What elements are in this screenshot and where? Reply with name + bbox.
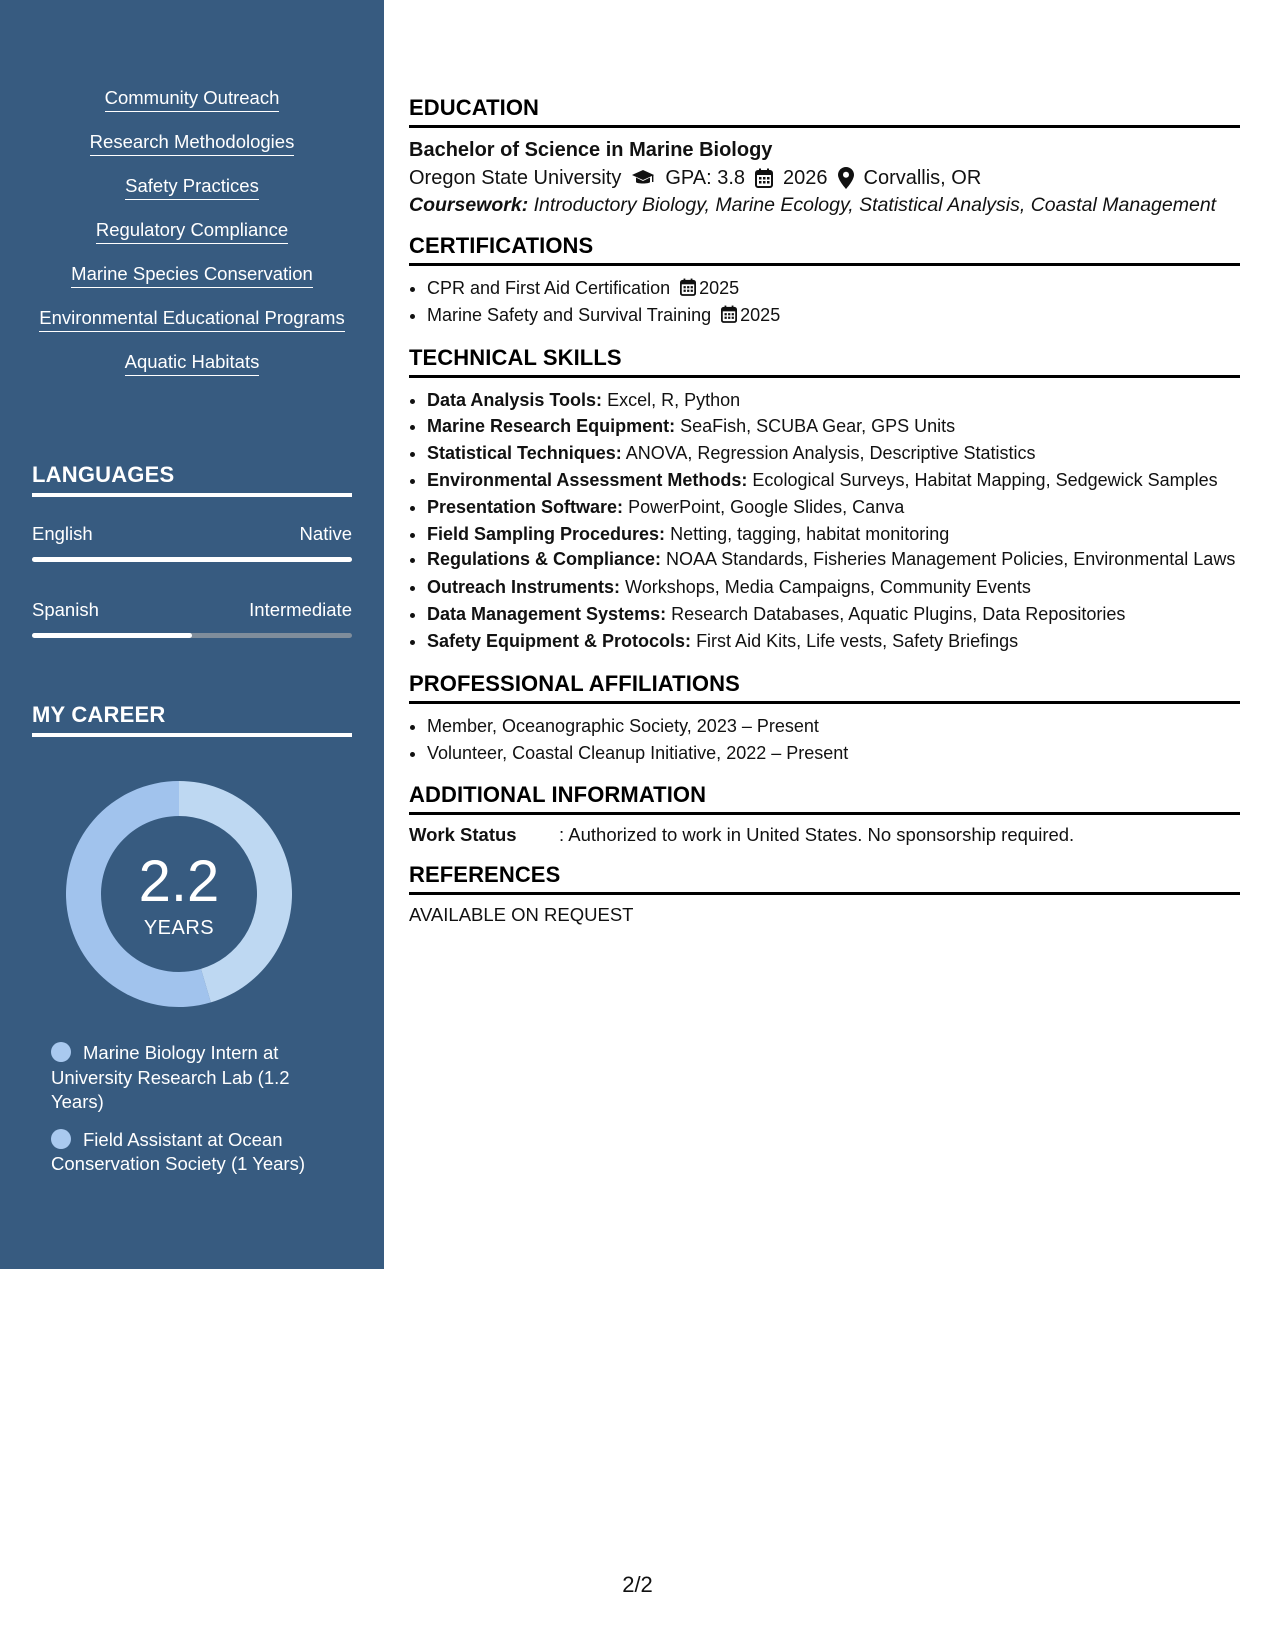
- skill-entry: [427, 494, 1240, 521]
- technical-skills-section: [409, 345, 1240, 655]
- skill-item: Safety Practices: [125, 174, 259, 200]
- education-section: [409, 95, 1240, 217]
- language-english: [32, 523, 352, 562]
- graduation-year: 2026: [783, 167, 828, 189]
- gpa: GPA: 3.8: [665, 167, 745, 189]
- skill-label: Statistical Techniques:: [427, 443, 622, 464]
- language-name: English: [32, 523, 93, 544]
- work-status-label: Work Status: [409, 824, 517, 846]
- career-years-unit: YEARS: [143, 917, 215, 939]
- skill-entry: [427, 413, 1240, 440]
- skill-item: Marine Species Conservation: [71, 262, 313, 288]
- coursework: [409, 193, 1240, 217]
- skill-item: Aquatic Habitats: [125, 350, 260, 376]
- skill-value: NOAA Standards, Fisheries Management Policies, Environmental Laws: [666, 549, 1236, 570]
- skill-value: Netting, tagging, habitat monitoring: [670, 523, 950, 544]
- references-section: [409, 862, 1240, 926]
- certification-item: [427, 302, 1240, 329]
- skill-label: Field Sampling Procedures:: [427, 523, 666, 544]
- skill-label: Data Analysis Tools:: [427, 389, 603, 410]
- certification-name: CPR and First Aid Certification: [427, 278, 671, 298]
- certification-year: 2025: [699, 278, 740, 298]
- skill-value: Excel, R, Python: [607, 389, 741, 410]
- skill-label: Data Management Systems:: [427, 604, 667, 625]
- language-level: Native: [299, 523, 352, 544]
- affiliations-section: [409, 671, 1240, 767]
- location-pin-icon: [838, 167, 854, 189]
- page-number: 2/2: [622, 1572, 653, 1597]
- education-details: [409, 163, 1240, 193]
- certification-name: Marine Safety and Survival Training: [427, 304, 712, 325]
- bullet-dot-icon: [51, 1042, 71, 1062]
- skill-entry: [427, 601, 1240, 628]
- skill-entry: [427, 440, 1240, 467]
- references-heading: REFERENCES: [409, 862, 1240, 895]
- skill-entry: [427, 628, 1240, 655]
- calendar-icon: [680, 278, 696, 296]
- language-level: Intermediate: [249, 599, 352, 620]
- skill-value: First Aid Kits, Life vests, Safety Briefings: [696, 630, 1019, 651]
- skill-label: Safety Equipment & Protocols:: [427, 630, 692, 651]
- calendar-icon: [755, 168, 773, 188]
- skill-entry: [427, 574, 1240, 601]
- school-name: Oregon State University: [409, 167, 622, 189]
- skill-value: SeaFish, SCUBA Gear, GPS Units: [680, 416, 956, 437]
- skill-item: Community Outreach: [105, 86, 280, 112]
- affiliation-item: • Member, Oceanographic Society, 2023 – Present: [427, 713, 1240, 740]
- skill-entry: [427, 387, 1240, 414]
- languages-heading: LANGUAGES: [32, 462, 352, 497]
- language-bar-fill: [32, 557, 352, 562]
- skill-value: Ecological Surveys, Habitat Mapping, Sedgewick Samples: [752, 469, 1218, 490]
- skill-label: Presentation Software:: [427, 496, 624, 517]
- skill-item: Research Methodologies: [90, 130, 295, 156]
- skill-value: Workshops, Media Campaigns, Community Events: [625, 577, 1031, 598]
- certifications-section: [409, 233, 1240, 329]
- skill-label: Environmental Assessment Methods:: [427, 469, 748, 490]
- career-item-label: Marine Biology Intern at University Research Lab (1.2 Years): [51, 1042, 290, 1112]
- skills-list: [0, 86, 384, 394]
- additional-info-section: [409, 782, 1240, 846]
- language-spanish: [32, 599, 352, 638]
- affiliations-heading: PROFESSIONAL AFFILIATIONS: [409, 671, 1240, 704]
- career-item-label: Field Assistant at Ocean Conservation Society (1 Years): [51, 1128, 305, 1174]
- degree-title: Bachelor of Science in Marine Biology: [409, 139, 773, 161]
- language-name: Spanish: [32, 599, 99, 620]
- skill-value: ANOVA, Regression Analysis, Descriptive Statistics: [625, 443, 1036, 464]
- skill-label: Outreach Instruments:: [427, 577, 621, 598]
- language-bar: [32, 557, 352, 562]
- career-section: [32, 702, 352, 737]
- graduation-cap-icon: [631, 169, 655, 187]
- certification-year: 2025: [740, 304, 781, 325]
- certifications-heading: CERTIFICATIONS: [409, 233, 1240, 266]
- calendar-icon: [721, 305, 737, 323]
- language-bar-fill: [32, 633, 192, 638]
- skill-item: Regulatory Compliance: [96, 218, 288, 244]
- technical-skills-heading: TECHNICAL SKILLS: [409, 345, 1240, 378]
- career-total-years: 2.2: [138, 849, 220, 914]
- education-heading: EDUCATION: [409, 95, 1240, 128]
- career-list: [51, 1041, 321, 1190]
- skill-entry: [427, 547, 1240, 571]
- language-bar: [32, 633, 352, 638]
- career-item: [51, 1041, 321, 1115]
- main-content: [409, 95, 1240, 942]
- skill-entry: [427, 521, 1240, 548]
- career-heading: MY CAREER: [32, 702, 352, 737]
- coursework-list: Introductory Biology, Marine Ecology, Statistical Analysis, Coastal Management: [533, 194, 1217, 216]
- skill-value: PowerPoint, Google Slides, Canva: [628, 496, 905, 517]
- skill-entry: [427, 467, 1240, 494]
- affiliation-item: • Volunteer, Coastal Cleanup Initiative, 2022 – Present: [427, 740, 1240, 767]
- work-status-row: [409, 824, 1240, 846]
- skill-label: Marine Research Equipment:: [427, 416, 676, 437]
- coursework-label: Coursework:: [409, 194, 529, 216]
- career-donut-chart: [66, 781, 292, 1007]
- education-location: Corvallis, OR: [863, 167, 982, 189]
- languages-section: [32, 462, 352, 638]
- skill-item: Environmental Educational Programs: [39, 306, 345, 332]
- work-status-value: : Authorized to work in United States. No sponsorship required.: [559, 824, 1075, 846]
- additional-info-heading: ADDITIONAL INFORMATION: [409, 782, 1240, 815]
- career-item: [51, 1128, 321, 1177]
- skill-label: Regulations & Compliance:: [427, 549, 662, 570]
- skill-value: Research Databases, Aquatic Plugins, Data Repositories: [671, 604, 1126, 625]
- bullet-dot-icon: [51, 1129, 71, 1149]
- certification-item: [427, 275, 1240, 302]
- sidebar: [0, 0, 384, 1269]
- references-text: AVAILABLE ON REQUEST: [409, 904, 634, 926]
